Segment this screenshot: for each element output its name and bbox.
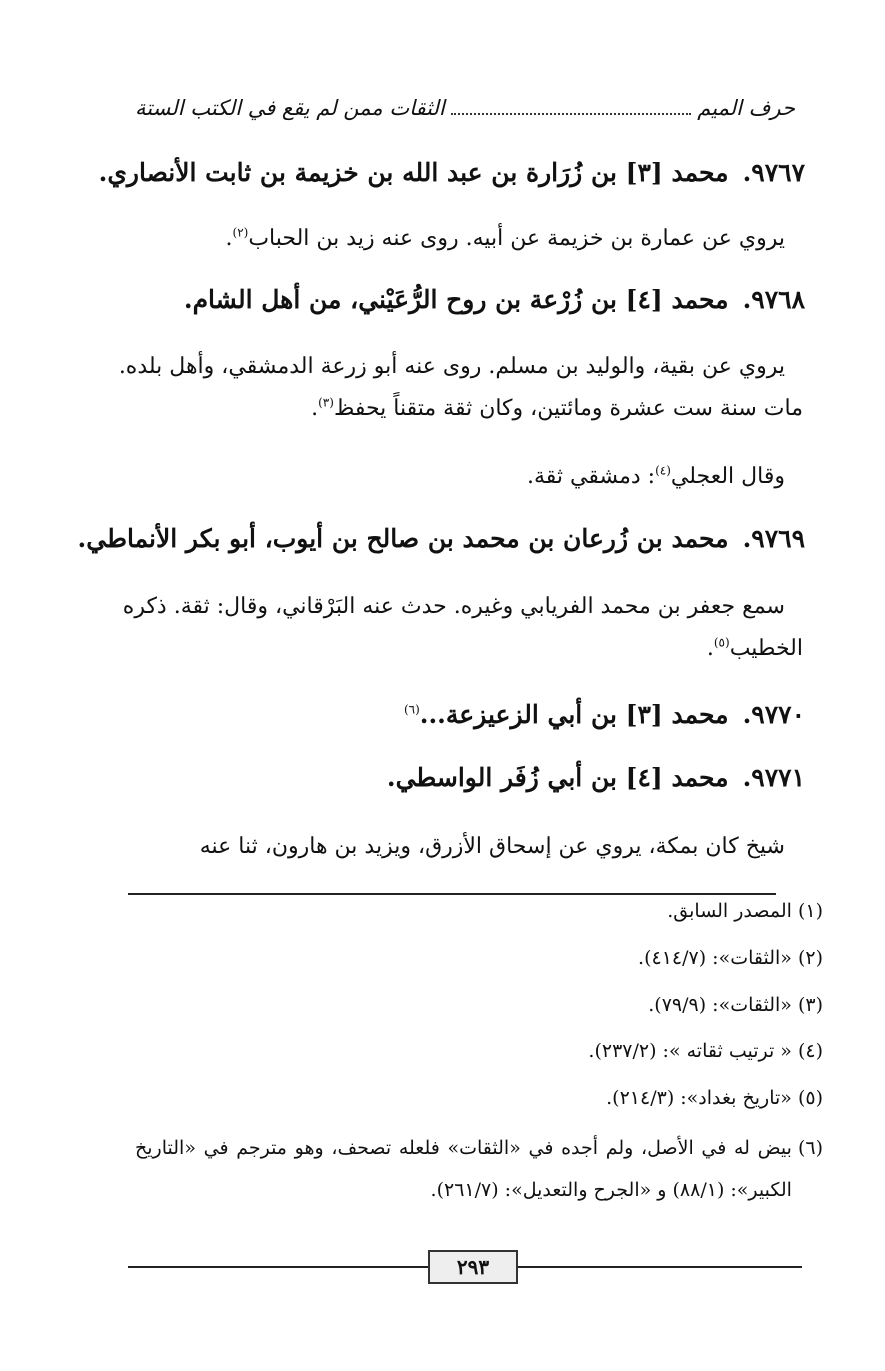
- footnote-ref: (٥): [713, 635, 730, 650]
- entry-name: محمد [٤] بن أبي زُفَر الواسطي.: [386, 763, 729, 792]
- entry-9767-text: يروي عن عمارة بن خزيمة عن أبيه. روى عنه زيد بن الحباب$^{(٢)}$.: [225, 225, 785, 251]
- header-title: الثقات ممن لم يقع في الكتب الستة: [135, 96, 445, 120]
- footnote-ref: (٤): [655, 463, 671, 478]
- footnote-6: (٦) بيض له في الأصل، ولم أجده في «الثقات» فلعله تصحف، وهو مترجم في «التاريخ الكبير»: (٨٨/١) و «الجرح والتعديل»: (٢٦١/٧).: [135, 1136, 823, 1201]
- entry-9768-text-line2: مات سنة ست عشرة ومائتين، وكان ثقة متقناً يحفظ$^{(٣)}$.: [311, 395, 803, 421]
- footnote-separator: [128, 893, 776, 895]
- entry-name: محمد [٤] بن زُرْعة بن روح الرُّعَيْني، من أهل الشام.: [183, 285, 729, 314]
- entry-number: ٩٧٧٠.: [742, 700, 805, 729]
- entry-name: محمد بن زُرعان بن محمد بن صالح بن أيوب، أبو بكر الأنماطي.: [77, 524, 729, 553]
- page-number: ٢٩٣: [428, 1250, 518, 1284]
- footnotes: [135, 900, 823, 1236]
- footnote-3: (٣) «الثقات»: (٧٩/٩).: [648, 993, 823, 1016]
- entry-9771-heading: [387, 763, 805, 792]
- entry-9769-heading: [78, 524, 805, 553]
- bottom-rule-right: [514, 1266, 802, 1268]
- entry-name: محمد [٣] بن زُرَارة بن عبد الله بن خزيمة بن ثابت الأنصاري.: [98, 158, 729, 187]
- header-dots: [451, 112, 692, 115]
- running-header: [135, 96, 795, 120]
- entry-9768-text-line1: يروي عن بقية، والوليد بن مسلم. روى عنه أبو زرعة الدمشقي، وأهل بلده.: [118, 354, 785, 379]
- entry-number: ٩٧٦٨.: [742, 285, 805, 314]
- footnote-4: (٤) « ترتيب ثقاته »: (٢٣٧/٢).: [588, 1040, 823, 1063]
- footnote-2: (٢) «الثقات»: (٤١٤/٧).: [638, 946, 823, 969]
- entry-9768-text-line3: وقال العجلي$^{(٤)}$: دمشقي ثقة.: [526, 463, 785, 489]
- footnote-ref: (٦): [403, 702, 420, 717]
- bottom-rule-left: [128, 1266, 428, 1268]
- entry-number: ٩٧٧١.: [742, 763, 805, 792]
- entry-9769-text-line1: سمع جعفر بن محمد الفريابي وغيره. حدث عنه البَرْقاني، وقال: ثقة. ذكره: [122, 594, 785, 619]
- footnote-5: (٥) «تاريخ بغداد»: (٢١٤/٣).: [606, 1087, 823, 1110]
- entry-9769-text-line2: الخطيب$^{(٥)}$.: [706, 635, 803, 661]
- entry-number: ٩٧٦٩.: [742, 524, 805, 553]
- entry-9771-text-line1: شيخ كان بمكة، يروي عن إسحاق الأزرق، ويزيد بن هارون، ثنا عنه: [199, 834, 785, 859]
- entry-name: محمد [٣] بن أبي الزعيزعة...$^{(٦)}$: [403, 700, 729, 729]
- entry-number: ٩٧٦٧.: [742, 158, 805, 187]
- footnote-ref: (٢): [232, 225, 249, 240]
- footnote-ref: (٣): [318, 395, 334, 410]
- entry-9767-heading: [99, 158, 805, 187]
- footnote-1: (١) المصدر السابق.: [667, 900, 823, 922]
- entry-9768-heading: [184, 285, 805, 314]
- header-letter: حرف الميم: [697, 96, 795, 120]
- entry-9770-heading: [404, 700, 805, 729]
